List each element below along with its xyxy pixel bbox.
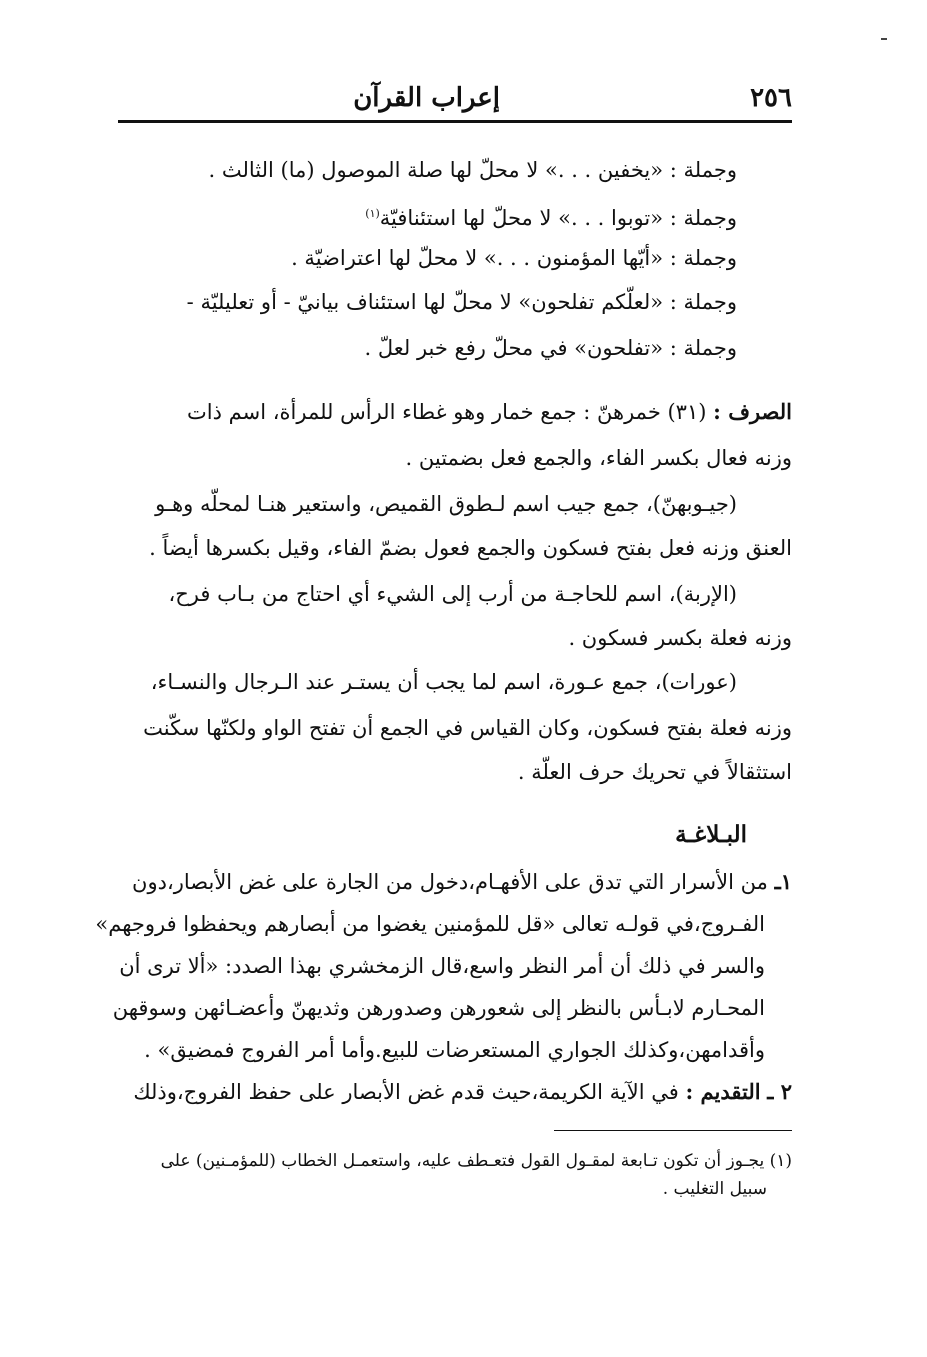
balagha-line xyxy=(133,1076,792,1108)
balagha-line: الفـروج،في قولـه تعالى «قل للمؤمنين يغضوا من أبصارهم ويحفظوا فروجهم» xyxy=(95,912,765,936)
page-header xyxy=(118,78,792,118)
sarf-line: (عورات)، جمع عـورة، اسم لما يجب أن يستـر عند الـرجال والنسـاء، xyxy=(150,670,737,694)
sarf-line: العنق وزنه فعل بفتح فسكون والجمع فعول بضمّ الفاء، وقيل بكسرها أيضاً . xyxy=(149,536,792,560)
sarf-line: (جيـوبهنّ)، جمع جيب اسم لـطوق القميص، واستعير هنـا لمحلّه وهـو xyxy=(155,492,737,516)
jumla-line: وجملة : «تفلحون» في محلّ رفع خبر لعلّ . xyxy=(364,336,737,360)
balagha-line: المحـارم لابـأس بالنظر إلى شعورهن وصدورهن وثديهنّ وأعضـائهن وسوقهن xyxy=(112,996,765,1020)
sarf-line: وزنه فعلة بفتح فسكون، وكان القياس في الجمع أن تفتح الواو ولكنّها سكّنت xyxy=(143,716,792,740)
footnote-line: (١) يجـوز أن تكون تـابعة لمقـول القول فتعـطف عليه، واستعمـل الخطاب (للمؤمـنين) على xyxy=(160,1151,792,1171)
item-number: ١ـ xyxy=(774,869,792,894)
sarf-line: استثقالاً في تحريك حرف العلّة . xyxy=(517,760,792,784)
jumla-text: وجملة : «توبوا . . .» لا محلّ لها استئنافيّة xyxy=(379,206,737,230)
sarf-line: (الإربة)، اسم للحاجـة من أرب إلى الشيء أي احتاج من بـاب فرح، xyxy=(168,582,737,606)
balagha-line: وأقدامهن،وكذلك الجواري المستعرضات للبيع.وأما أمر الفروج فمضيق» . xyxy=(144,1038,765,1062)
sarf-line xyxy=(187,396,792,428)
footnote-reference: (١) xyxy=(365,207,380,220)
jumla-line: وجملة : «يخفين . . .» لا محلّ لها صلة الموصول (ما) الثالث . xyxy=(208,158,737,182)
footnote-rule xyxy=(554,1130,792,1131)
item-number: ٢ ـ xyxy=(767,1079,792,1104)
sarf-text: (٣١) خمرهنّ : جمع خمار وهو غطاء الرأس للمرأة، اسم ذات xyxy=(187,400,707,424)
footnote-line: سبيل التغليب . xyxy=(662,1179,767,1199)
jumla-line xyxy=(365,198,737,234)
jumla-line: وجملة : «لعلّكم تفلحون» لا محلّ لها استئناف بيانيّ - أو تعليليّة - xyxy=(186,290,737,314)
balagha-line xyxy=(132,866,792,898)
header-rule xyxy=(118,120,792,123)
balagha-text: من الأسرار التي تدق على الأفهـام،دخول من الجارة على غض الأبصار،دون xyxy=(132,870,768,894)
sarf-line: وزنه فعلة بكسر فسكون . xyxy=(568,626,792,650)
item-label: التقديم : xyxy=(685,1079,761,1104)
jumla-line: وجملة : «أيّها المؤمنون . . .» لا محلّ لها اعتراضيّة . xyxy=(291,246,737,270)
page-number: ٢٥٦ xyxy=(750,83,792,113)
balagha-heading: البـلاغـة xyxy=(675,821,747,848)
stray-mark xyxy=(881,38,887,40)
running-title: إعراب القرآن xyxy=(353,83,500,113)
balagha-line: والسر في ذلك أن أمر النظر واسع،قال الزمخشري بهذا الصدد: «ألا ترى أن xyxy=(119,954,765,978)
balagha-text: في الآية الكريمة،حيث قدم غض الأبصار على حفظ الفروج،وذلك xyxy=(133,1080,679,1104)
sarf-heading: الصرف : xyxy=(713,399,792,424)
sarf-line: وزنه فعال بكسر الفاء، والجمع فعل بضمتين . xyxy=(405,446,792,470)
